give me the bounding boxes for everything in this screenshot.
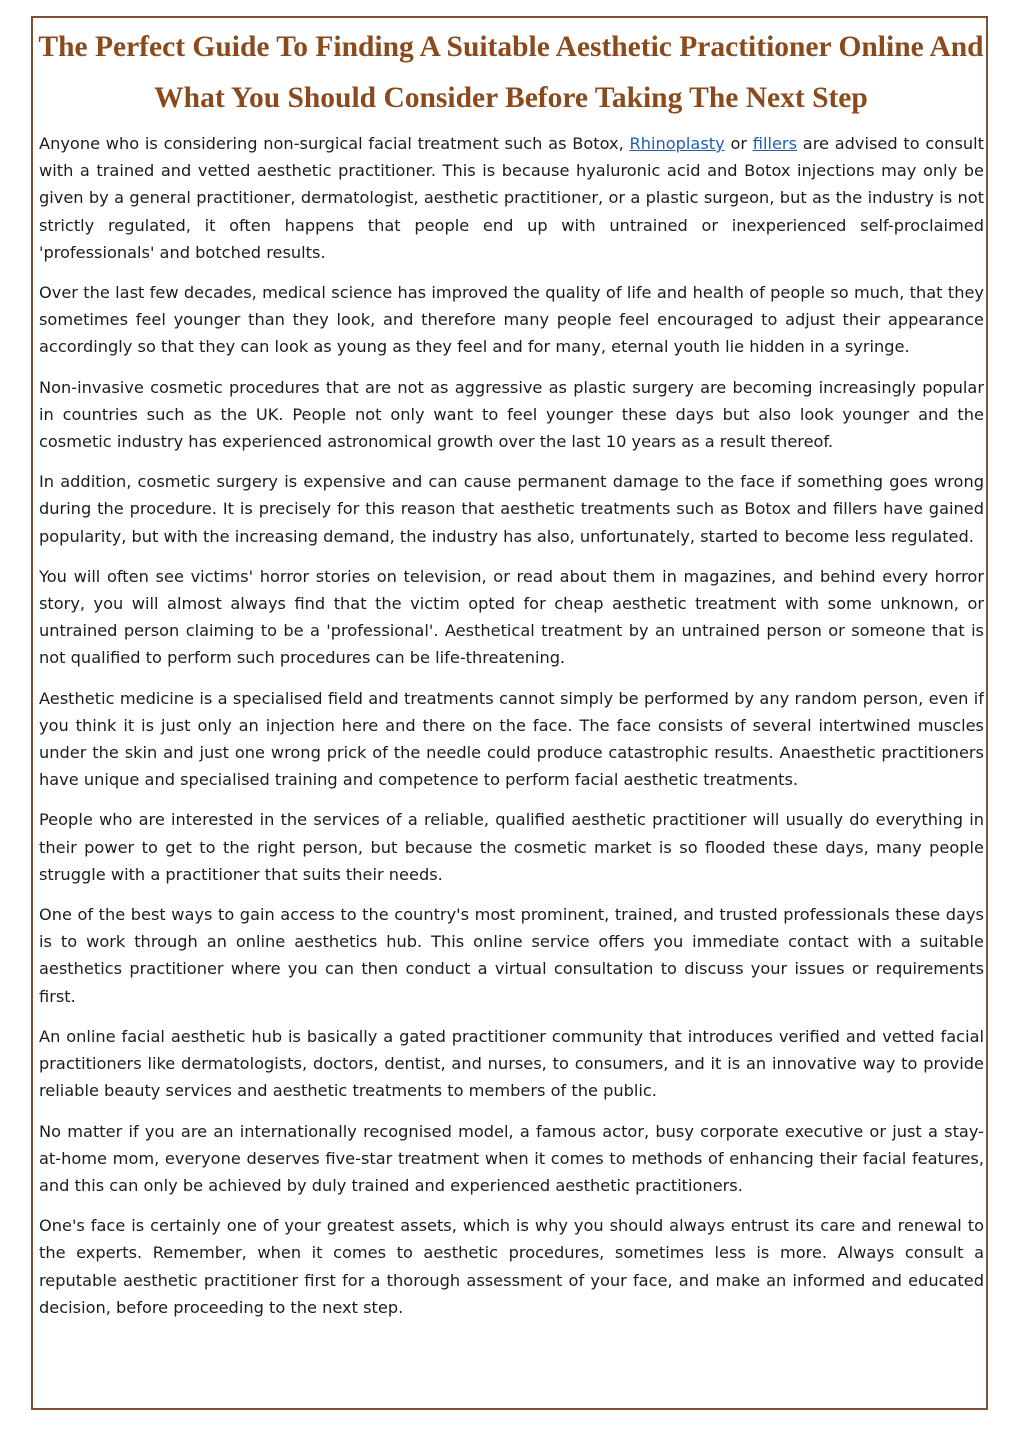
paragraph: In addition, cosmetic surgery is expensive and can cause permanent damage to the face if something goes wrong during the procedure. It is precisely for this reason that aesthetic treatments such as Botox and fillers have gained popularity, but with the increasing demand, the industry has also, unfortunately, started to become less regulated. — [39, 472, 984, 546]
paragraph: One's face is certainly one of your greatest assets, which is why you should always entrust its care and renewal to the experts. Remember, when it comes to aesthetic procedures, sometimes less is more. Always consult a reputable aesthetic practitioner first for a thorough assessment of your face, and make an informed and educated decision, before proceeding to the next step. — [39, 1216, 984, 1317]
paragraph: You will often see victims' horror stories on television, or read about them in magazines, and behind every horror story, you will almost always find that the victim opted for cheap aesthetic treatment with some unknown, or untrained person claiming to be a 'professional'. Aesthetical treatment by an untrained person or someone that is not qualified to perform such procedures can be life-threatening. — [39, 566, 984, 668]
paragraph: An online facial aesthetic hub is basically a gated practitioner community that introduces verified and vetted facial practitioners like dermatologists, doctors, dentist, and nurses, to consumers, and it is an innovative way to provide reliable beauty services and aesthetic treatments to members of the public. — [39, 1026, 984, 1101]
intro-text-between: or — [724, 134, 753, 153]
paragraph: Aesthetic medicine is a specialised field and treatments cannot simply be performed by any random person, even if you think it is just only an injection here and there on the face. The face consists of several intertwined muscles under the skin and just one wrong prick of the needle could produce catastrophic results. Anaesthetic practitioners have unique and specialised training and competence to perform facial aesthetic treatments. — [39, 688, 984, 790]
paragraph: No matter if you are an internationally recognised model, a famous actor, busy corporate executive or just a stay-at-home mom, everyone deserves five-star treatment when it comes to methods of enhancing their facial features, and this can only be achieved by duly trained and experienced aesthetic practitioners. — [39, 1121, 984, 1195]
paragraph: Non-invasive cosmetic procedures that are not as aggressive as plastic surgery are becoming increasingly popular in countries such as the UK. People not only want to feel younger these days but also look younger and the cosmetic industry has experienced astronomical growth over the last 10 years as a result thereof. — [39, 377, 984, 452]
rhinoplasty-link[interactable]: Rhinoplasty — [629, 134, 725, 153]
paragraph: People who are interested in the services of a reliable, qualified aesthetic practitioner will usually do everything in their power to get to the right person, but because the cosmetic market is so flooded these days, many people struggle with a practitioner that suits their needs. — [39, 810, 984, 884]
intro-paragraph — [39, 130, 984, 266]
intro-text-start: Anyone who is considering non-surgical facial treatment such as Botox, — [39, 134, 630, 153]
paragraph: Over the last few decades, medical science has improved the quality of life and health of people so much, that they sometimes feel younger than they look, and therefore many people feel encouraged to adjust their appearance accordingly so that they can look as young as they feel and for many, eternal youth lie hidden in a syringe. — [39, 283, 984, 357]
document-title: The Perfect Guide To Finding A Suitable Aesthetic Practitioner Online And What You Should Consider Before Taking The Next Step — [38, 31, 984, 114]
fillers-link[interactable]: fillers — [752, 134, 798, 153]
article-body — [39, 130, 984, 1334]
intro-text-end: are advised to consult with a trained and vetted aesthetic practitioner. This is because hyaluronic acid and Botox injections may only be given by a general practitioner, dermatologist, aesthetic practitioner, or a plastic surgeon, but as the industry is not strictly regulated, it often happens that people end up with untrained or inexperienced self-proclaimed 'professionals' and botched results. — [39, 134, 984, 262]
paragraph: One of the best ways to gain access to the country's most prominent, trained, and trusted professionals these days is to work through an online aesthetics hub. This online service offers you immediate contact with a suitable aesthetics practitioner where you can then conduct a virtual consultation to discuss your issues or requirements first. — [39, 905, 984, 1006]
